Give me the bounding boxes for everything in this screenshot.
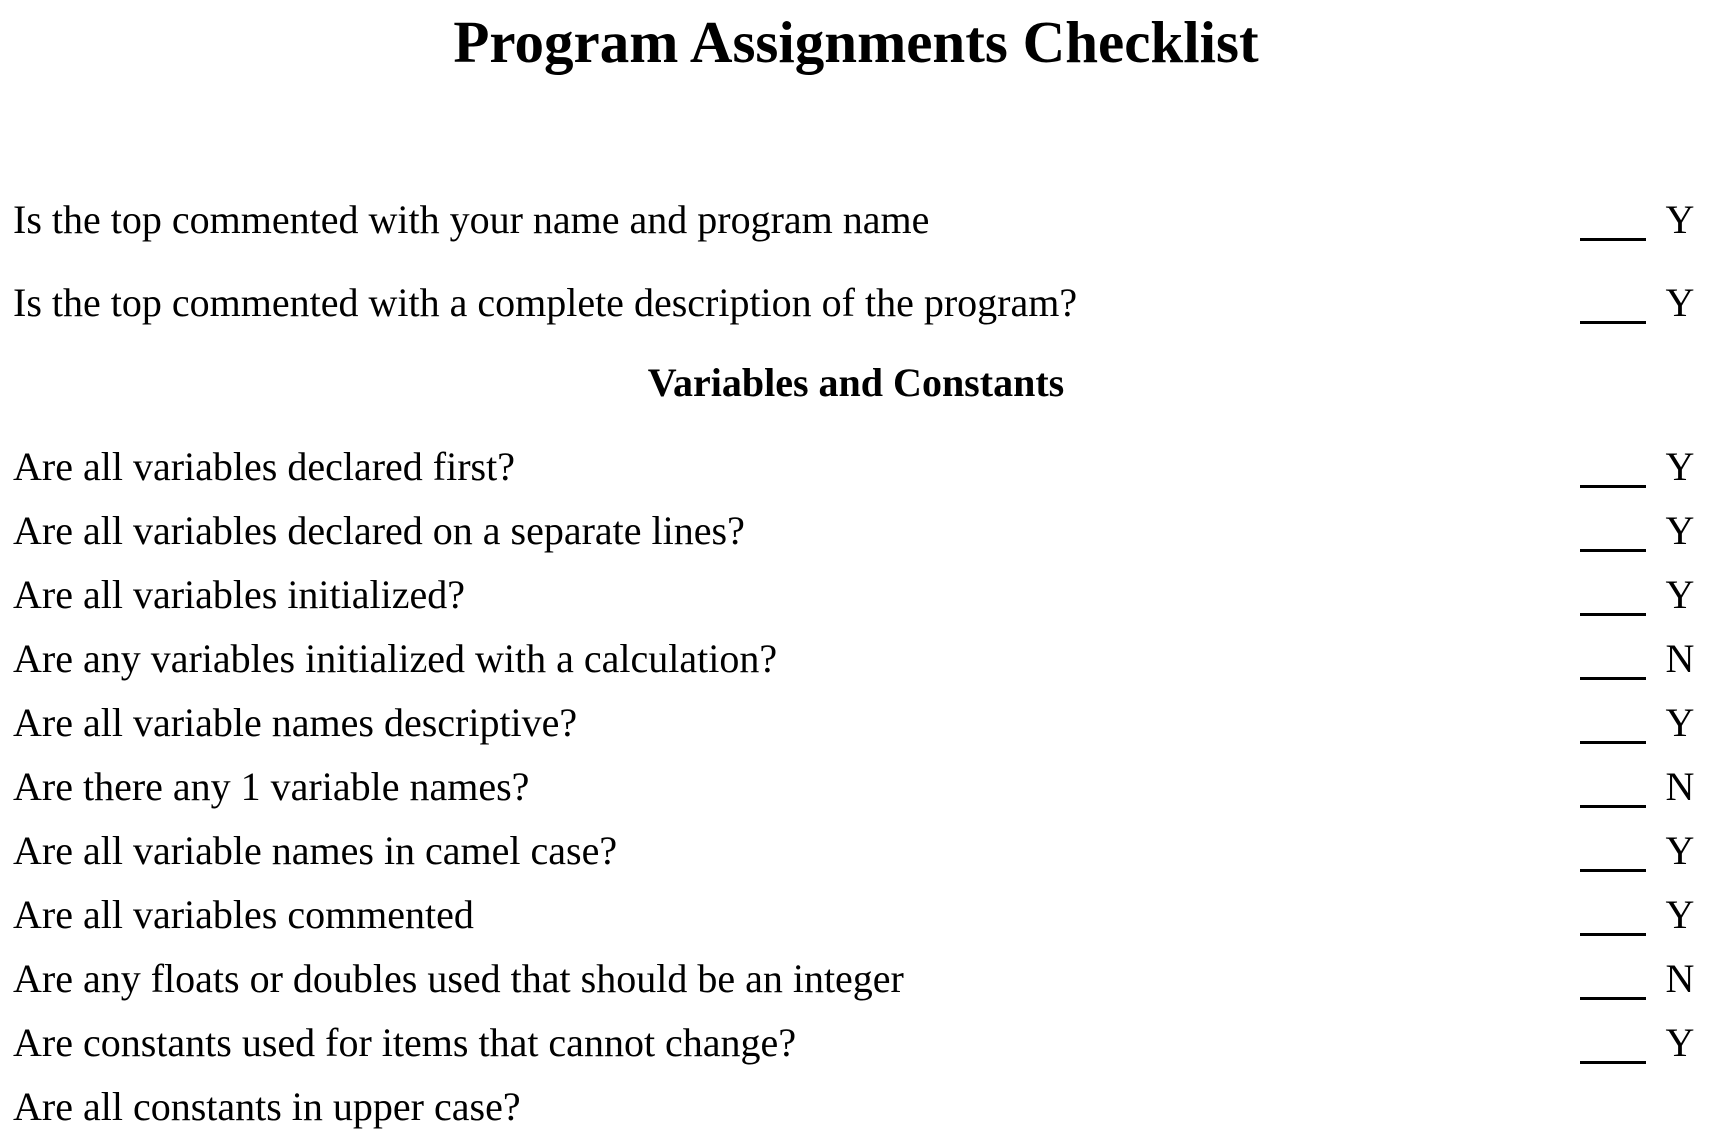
answer-blank-line[interactable] [1580, 485, 1646, 488]
answer-blank-line[interactable] [1580, 677, 1646, 680]
checklist-question: Are all constants in upper case? [13, 1084, 521, 1129]
checklist-row [0, 633, 1712, 689]
checklist-question: Are all variable names descriptive? [13, 700, 578, 745]
checklist-row [0, 505, 1712, 561]
checklist-row [0, 1017, 1712, 1073]
checklist-question: Are any variables initialized with a calculation? [13, 636, 778, 681]
checklist-answer: Y [1665, 700, 1695, 745]
checklist-row [0, 441, 1712, 497]
checklist-question: Are any floats or doubles used that should be an integer [13, 956, 904, 1001]
answer-blank-line[interactable] [1580, 613, 1646, 616]
checklist-row [0, 1081, 1712, 1137]
checklist-answer: Y [1665, 1020, 1695, 1065]
answer-blank-line[interactable] [1580, 869, 1646, 872]
checklist-question: Are constants used for items that cannot change? [13, 1020, 797, 1065]
checklist-answer: N [1665, 764, 1695, 809]
answer-blank-line[interactable] [1580, 741, 1646, 744]
checklist-question: Is the top commented with a complete description of the program? [13, 280, 1078, 325]
checklist-answer: Y [1665, 444, 1695, 489]
answer-blank-line[interactable] [1580, 1061, 1646, 1064]
checklist-row [0, 825, 1712, 881]
checklist-row [0, 277, 1712, 333]
checklist-answer: Y [1665, 508, 1695, 553]
answer-blank-line[interactable] [1580, 238, 1646, 241]
checklist-question: Are all variables commented [13, 892, 474, 937]
answer-blank-line[interactable] [1580, 997, 1646, 1000]
answer-blank-line[interactable] [1580, 805, 1646, 808]
checklist-question: Are all variables initialized? [13, 572, 466, 617]
checklist-question: Are all variables declared first? [13, 444, 515, 489]
checklist-answer: Y [1665, 828, 1695, 873]
checklist-question: Is the top commented with your name and program name [13, 197, 930, 242]
checklist-question: Are all variables declared on a separate lines? [13, 508, 745, 553]
section-heading: Variables and Constants [647, 360, 1065, 405]
checklist-row [0, 697, 1712, 753]
checklist-question: Are all variable names in camel case? [13, 828, 618, 873]
checklist-row [0, 953, 1712, 1009]
checklist-answer: N [1665, 636, 1695, 681]
checklist-question: Are there any 1 variable names? [13, 764, 530, 809]
checklist-row [0, 194, 1712, 250]
answer-blank-line[interactable] [1580, 549, 1646, 552]
checklist-answer: Y [1665, 572, 1695, 617]
checklist-answer: Y [1665, 280, 1695, 325]
checklist-row [0, 569, 1712, 625]
answer-blank-line[interactable] [1580, 933, 1646, 936]
checklist-answer: N [1665, 956, 1695, 1001]
answer-blank-line[interactable] [1580, 321, 1646, 324]
checklist-row [0, 889, 1712, 945]
checklist-answer: Y [1665, 892, 1695, 937]
checklist-row [0, 761, 1712, 817]
page-title: Program Assignments Checklist [453, 9, 1259, 75]
checklist-answer: Y [1665, 197, 1695, 242]
